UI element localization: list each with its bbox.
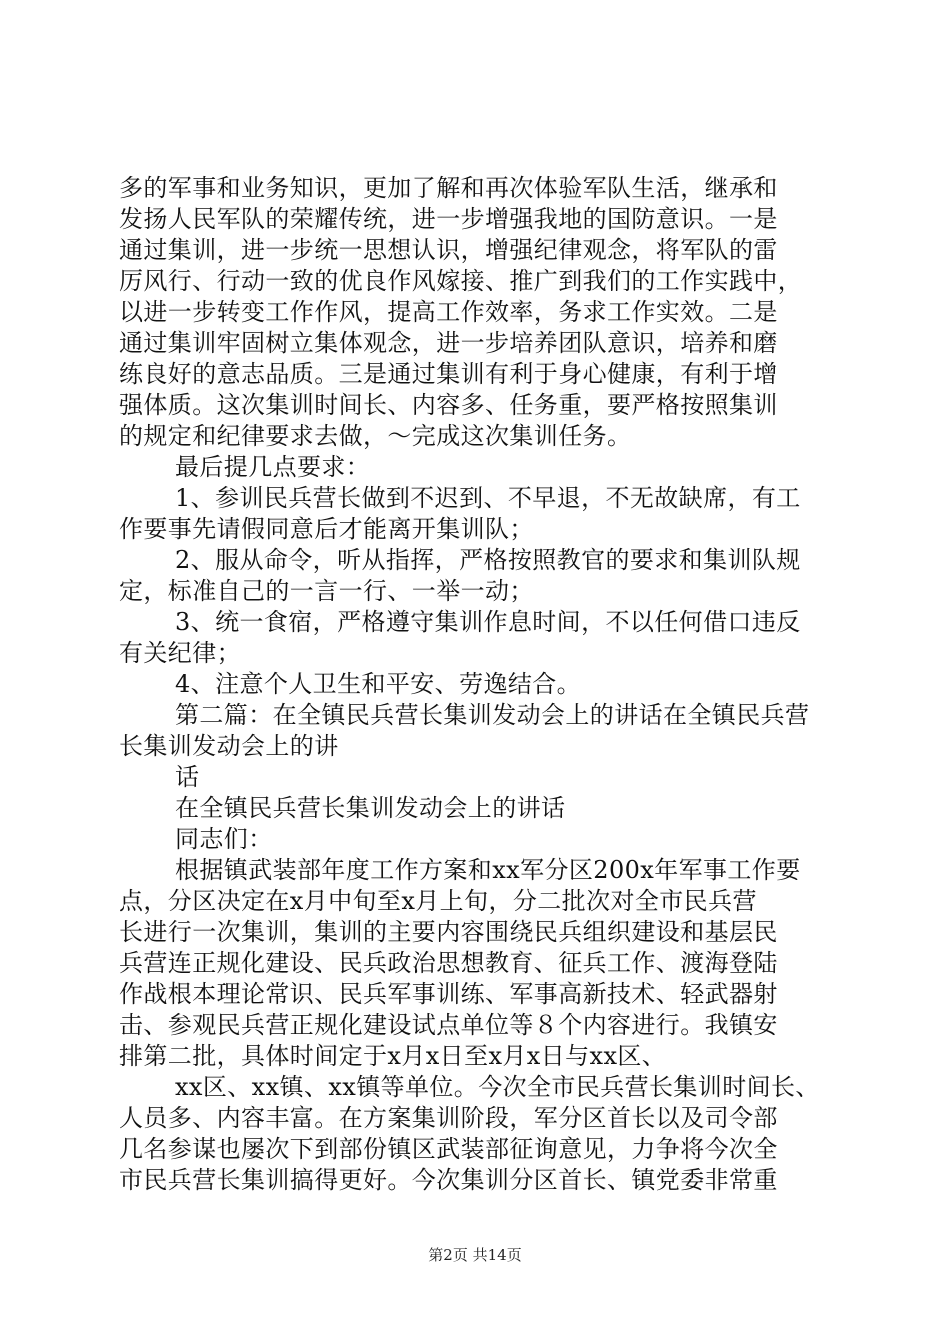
text-line: 通过集训，进一步统一思想认识，增强纪律观念，将军队的雷 [119, 236, 778, 264]
text-line: 发扬人民军队的荣耀传统，进一步增强我地的国防意识。一是 [119, 205, 778, 233]
text-line: 定，标准自己的一言一行、一举一动； [119, 577, 534, 605]
text-line: 根据镇武装部年度工作方案和xx军分区200x年军事工作要 [175, 856, 801, 884]
text-line: 多的军事和业务知识，更加了解和再次体验军队生活，继承和 [119, 174, 778, 202]
text-line: 人员多、内容丰富。在方案集训阶段，军分区首长以及司令部 [119, 1104, 778, 1132]
requirements-heading: 最后提几点要求： [175, 453, 371, 481]
requirement-item-2: 2、服从命令，听从指挥，严格按照教官的要求和集训队规 [175, 546, 801, 574]
text-line: 点，分区决定在x月中旬至x月上旬，分二批次对全市民兵营 [119, 887, 757, 915]
text-line: 市民兵营长集训搞得更好。今次集训分区首长、镇党委非常重 [119, 1166, 778, 1194]
text-line: 练良好的意志品质。三是通过集训有利于身心健康，有利于增 [119, 360, 778, 388]
page-indicator: 第2页 共14页 [428, 1246, 522, 1264]
section-title: 第二篇：在全镇民兵营长集训发动会上的讲话在全镇民兵营 [175, 701, 810, 729]
requirement-item-3: 3、统一食宿，严格遵守集训作息时间，不以任何借口违反 [175, 608, 801, 636]
text-line: 的规定和纪律要求去做，～完成这次集训任务。 [119, 422, 632, 450]
text-line: 以进一步转变工作作风，提高工作效率，务求工作实效。二是 [119, 298, 778, 326]
text-line: 几名参谋也屡次下到部份镇区武装部征询意见，力争将今次全 [119, 1135, 778, 1163]
text-line: 通过集训牢固树立集体观念，进一步培养团队意识，培养和磨 [119, 329, 778, 357]
text-line: 厉风行、行动一致的优良作风嫁接、推广到我们的工作实践中， [119, 267, 803, 295]
text-line: 长集训发动会上的讲 [119, 732, 339, 760]
text-line: 话 [175, 763, 200, 791]
text-line: 兵营连正规化建设、民兵政治思想教育、征兵工作、渡海登陆 [119, 949, 778, 977]
speech-title: 在全镇民兵营长集训发动会上的讲话 [175, 794, 566, 822]
text-line: 作战根本理论常识、民兵军事训练、军事高新技术、轻武器射 [119, 980, 778, 1008]
requirement-item-1: 1、参训民兵营长做到不迟到、不早退，不无故缺席，有工 [175, 484, 801, 512]
text-line: 作要事先请假同意后才能离开集训队； [119, 515, 534, 543]
salutation: 同志们： [175, 825, 273, 853]
text-line: xx区、xx镇、xx镇等单位。今次全市民兵营长集训时间长、 [175, 1073, 820, 1101]
text-line: 强体质。这次集训时间长、内容多、任务重，要严格按照集训 [119, 391, 778, 419]
text-line: 长进行一次集训，集训的主要内容围绕民兵组织建设和基层民 [119, 918, 778, 946]
requirement-item-4: 4、注意个人卫生和平安、劳逸结合。 [175, 670, 582, 698]
text-line: 有关纪律； [119, 639, 241, 667]
text-line: 排第二批，具体时间定于x月x日至x月x日与xx区、 [119, 1042, 667, 1070]
text-line: 击、参观民兵营正规化建设试点单位等８个内容进行。我镇安 [119, 1011, 778, 1039]
